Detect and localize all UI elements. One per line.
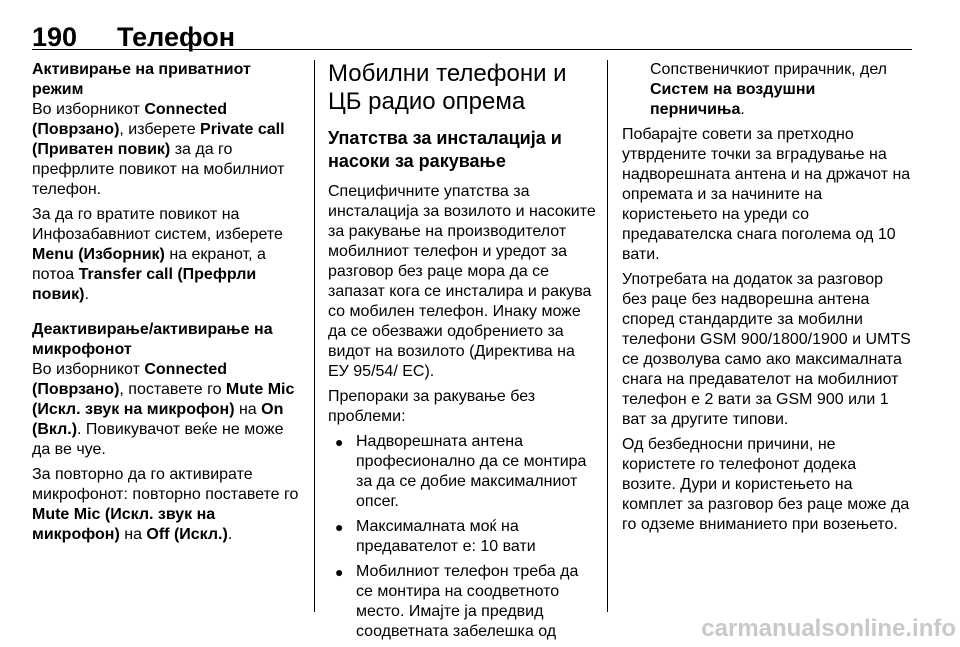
header-divider: [32, 49, 912, 50]
page-title: Телефон: [117, 22, 236, 52]
list-item-continuation: Сопственичкиот прирачник, дел Систем на воздушни перничиња.: [650, 61, 888, 118]
bullet-icon: ●: [335, 564, 344, 580]
paragraph: Побарајте совети за претходно утврдените точки за вградување на надворешната антена и на држачот на опремата и за начините на користењето на уреди со предавателска снага поголема од 10 вати.: [622, 126, 911, 263]
paragraph: За да го вратите повикот на Инфозабавниот систем, изберете Menu (Изборник) на екранот, а потоа Transfer call (Префрли повик).: [32, 206, 283, 303]
paragraph: За повторно да го активирате микрофонот: повторно поставете го Mute Mic (Искл. звук на микрофон) на Off (Искл.).: [32, 466, 299, 543]
watermark: carmanualsonline.info: [701, 615, 956, 642]
paragraph: Препораки за ракување без проблеми:: [328, 388, 536, 425]
bullet-icon: ●: [335, 434, 344, 450]
paragraph: Употребата на додаток за разговор без раце без надворешна антена според стандардите за мобилни телефони GSM 900/1800/1900 и UMTS се дозволува само ако максималната снага на предавателот на мобилниот телефон е 2 вати за GSM 900 или 1 ват за другите типови.: [622, 271, 911, 428]
column-divider: [314, 60, 315, 612]
paragraph: Од безбедносни причини, не користете го телефонот додека возите. Дури и користењето на комплет за разговор без раце може да го одземе вниманието при возењето.: [622, 436, 910, 533]
column-3: [622, 60, 912, 540]
column-divider: [607, 60, 608, 612]
section-heading-private-mode: Активирање на приватниот режим: [32, 61, 251, 98]
list-item: ● Максималната моќ на предавателот е: 10 вати: [335, 518, 536, 555]
recommendation-list: [328, 432, 598, 642]
paragraph: Во изборникот Connected (Поврзано), поставете го Mute Mic (Искл. звук на микрофон) на On (Вкл.). Повикувачот веќе не може да ве чуе.: [32, 361, 295, 458]
section-heading-microphone: Деактивирање/активирање на микрофонот: [32, 321, 273, 358]
paragraph: Во изборникот Connected (Поврзано), изберете Private call (Приватен повик) за да го префрлите повикот на мобилниот телефон.: [32, 101, 285, 198]
page-number: 190: [32, 22, 78, 52]
list-item: ● Надворешната антена професионално да се монтира за да се добие максималниот опсег.: [335, 433, 587, 510]
list-item: ● Мобилниот телефон треба да се монтира на соодветното место. Имајте ја предвид соодветната забелешка од: [335, 563, 579, 640]
subsection-title-installation: Упатства за инсталација и насоки за ракување: [328, 128, 562, 171]
column-1: [32, 60, 302, 550]
paragraph: Специфичните упатства за инсталација за возилото и насоките за ракување на производителот мобилниот телефон и уредот за разговор без раце мора да се запазат кога се инсталира и ракува со мобилен телефон. Инаку може да се обезважи одобрението за видот на возилото (Директива на ЕУ 95/54/ ЕС).: [328, 183, 596, 380]
column-2: [328, 60, 598, 647]
section-title-mobile-phones: Мобилни телефони и ЦБ радио опрема: [328, 60, 567, 115]
bullet-icon: ●: [335, 519, 344, 535]
